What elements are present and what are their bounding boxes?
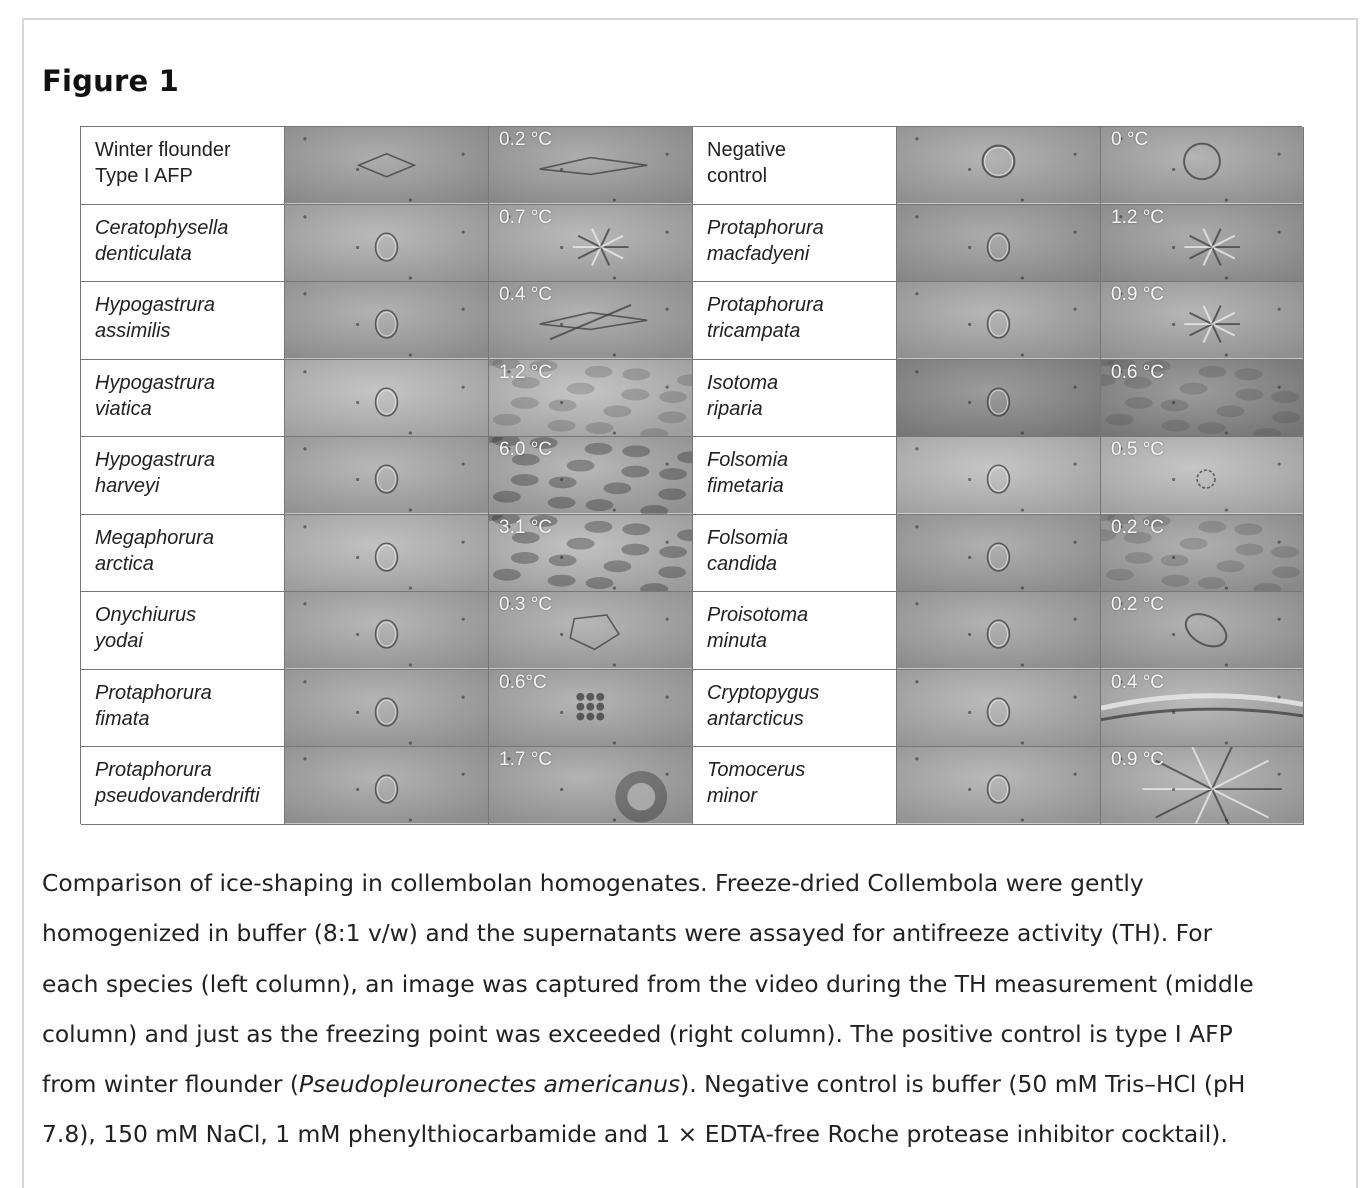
species-name-line: Tomocerus: [707, 759, 806, 781]
species-name-line: minuta: [707, 630, 768, 652]
micrograph-freeze: [1101, 282, 1304, 360]
micrograph-th: [897, 515, 1101, 593]
species-name-line: Cryptopygus: [707, 681, 820, 704]
figure-grid: [80, 126, 1302, 824]
micrograph-freeze: [1101, 515, 1304, 593]
temperature-label: 0.4 °C: [1111, 671, 1165, 693]
figure-title: Figure 1: [42, 64, 179, 98]
species-name-line: Folsomia: [707, 449, 789, 471]
species-name-line: denticulata: [95, 242, 192, 265]
temperature-label: 0.2 °C: [1111, 516, 1165, 538]
temperature-label: 0.6 °C: [1111, 361, 1165, 383]
micrograph-freeze: [1101, 592, 1304, 670]
species-label: [693, 592, 897, 670]
species-name-line: macfadyeni: [707, 242, 810, 265]
caption-line: homogenized in buffer (8:1 v/w) and the supernatants were assayed for antifreeze activity (TH). For: [42, 919, 1213, 948]
micrograph-th: [897, 592, 1101, 670]
micrograph-freeze: [489, 437, 693, 515]
temperature-label: 1.2 °C: [1111, 206, 1165, 228]
temperature-label: 0.4 °C: [499, 284, 553, 305]
micrograph-freeze: [1101, 127, 1304, 205]
species-name-line: Onychiurus: [95, 604, 197, 626]
species-label: [693, 205, 897, 283]
species-name-line: pseudovanderdrifti: [95, 785, 260, 807]
species-name-line: fimata: [95, 707, 150, 730]
micrograph-freeze: [1101, 747, 1304, 825]
micrograph-th: [285, 205, 489, 283]
micrograph-th: [285, 515, 489, 593]
caption-line: from winter flounder (Pseudopleuronectes americanus). Negative control is buffer (50 mM Tris–HCl (pH: [42, 1070, 1246, 1099]
species-name-line: Isotoma: [707, 371, 779, 394]
species-name-line: Hypogastrura: [95, 449, 216, 471]
species-label: [81, 437, 285, 515]
micrograph-freeze: [489, 282, 693, 360]
species-label: [693, 360, 897, 438]
species-name-line: fimetaria: [707, 475, 784, 497]
species-label: [81, 360, 285, 438]
species-name-line: arctica: [95, 552, 154, 575]
species-name-line: Folsomia: [707, 526, 789, 549]
species-label: [81, 127, 285, 205]
temperature-label: 0.9 °C: [1111, 284, 1165, 305]
temperature-label: 1.7 °C: [499, 749, 553, 770]
species-label: [81, 205, 285, 283]
species-label: [81, 747, 285, 825]
species-name-line: Hypogastrura: [95, 294, 216, 316]
species-name-line: minor: [707, 785, 758, 807]
species-name-line: Protaphorura: [95, 759, 212, 781]
species-name-line: Negative: [707, 139, 786, 161]
micrograph-freeze: [1101, 670, 1304, 748]
species-name-line: control: [707, 165, 768, 187]
micrograph-th: [897, 205, 1101, 283]
species-name-line: Protaphorura: [95, 681, 212, 704]
micrograph-th: [285, 360, 489, 438]
micrograph-freeze: [1101, 360, 1304, 438]
temperature-label: 0.5 °C: [1111, 439, 1165, 460]
species-name-line: riparia: [707, 397, 763, 420]
temperature-label: 3.1 °C: [499, 516, 553, 538]
species-name-line: antarcticus: [707, 707, 804, 730]
micrograph-th: [285, 437, 489, 515]
micrograph-freeze: [489, 747, 693, 825]
species-italic: Pseudopleuronectes americanus: [299, 1070, 681, 1099]
species-label: [693, 437, 897, 515]
temperature-label: 0.7 °C: [499, 206, 553, 228]
species-name-line: candida: [707, 552, 778, 575]
temperature-label: 0 °C: [1111, 129, 1149, 150]
micrograph-freeze: [489, 360, 693, 438]
micrograph-th: [285, 127, 489, 205]
temperature-label: 0.6°C: [499, 671, 547, 693]
caption-line: each species (left column), an image was captured from the video during the TH measurement (middle: [42, 969, 1254, 998]
species-label: [693, 670, 897, 748]
species-name-line: viatica: [95, 397, 152, 420]
micrograph-freeze: [489, 592, 693, 670]
species-name-line: Ceratophysella: [95, 216, 229, 239]
micrograph-freeze: [489, 127, 693, 205]
caption-line: column) and just as the freezing point was exceeded (right column). The positive control is type I AFP: [42, 1019, 1233, 1048]
micrograph-th: [285, 747, 489, 825]
temperature-label: 0.2 °C: [1111, 594, 1165, 615]
species-name-line: Protaphorura: [707, 294, 824, 316]
species-name-line: Hypogastrura: [95, 371, 216, 394]
temperature-label: 0.2 °C: [499, 129, 553, 150]
figure-caption: [42, 858, 1337, 1160]
caption-line: Comparison of ice-shaping in collembolan homogenates. Freeze-dried Collembola were gently: [42, 869, 1144, 897]
temperature-label: 6.0 °C: [499, 439, 553, 460]
temperature-label: 0.9 °C: [1111, 749, 1165, 770]
species-label: [81, 670, 285, 748]
micrograph-th: [897, 747, 1101, 825]
species-label: [693, 515, 897, 593]
species-name-line: Type I AFP: [95, 165, 193, 187]
micrograph-th: [897, 282, 1101, 360]
species-name-line: Megaphorura: [95, 526, 214, 549]
micrograph-freeze: [489, 515, 693, 593]
species-name-line: Winter flounder: [95, 139, 231, 161]
species-name-line: Proisotoma: [707, 604, 809, 626]
micrograph-freeze: [1101, 205, 1304, 283]
micrograph-freeze: [1101, 437, 1304, 515]
species-name-line: yodai: [95, 630, 143, 652]
species-label: [81, 282, 285, 360]
species-label: [693, 127, 897, 205]
species-name-line: tricampata: [707, 320, 801, 342]
micrograph-freeze: [489, 205, 693, 283]
micrograph-th: [897, 360, 1101, 438]
micrograph-th: [897, 437, 1101, 515]
micrograph-th: [897, 670, 1101, 748]
species-label: [81, 592, 285, 670]
species-name-line: assimilis: [95, 320, 171, 342]
species-label: [693, 747, 897, 825]
species-name-line: harveyi: [95, 475, 160, 497]
species-name-line: Protaphorura: [707, 216, 824, 239]
temperature-label: 1.2 °C: [499, 361, 553, 383]
micrograph-th: [285, 282, 489, 360]
temperature-label: 0.3 °C: [499, 594, 553, 615]
caption-line: 7.8), 150 mM NaCl, 1 mM phenylthiocarbamide and 1 × EDTA-free Roche protease inhibitor cocktail).: [42, 1120, 1228, 1149]
species-label: [81, 515, 285, 593]
micrograph-freeze: [489, 670, 693, 748]
micrograph-th: [285, 670, 489, 748]
species-label: [693, 282, 897, 360]
micrograph-th: [897, 127, 1101, 205]
micrograph-th: [285, 592, 489, 670]
